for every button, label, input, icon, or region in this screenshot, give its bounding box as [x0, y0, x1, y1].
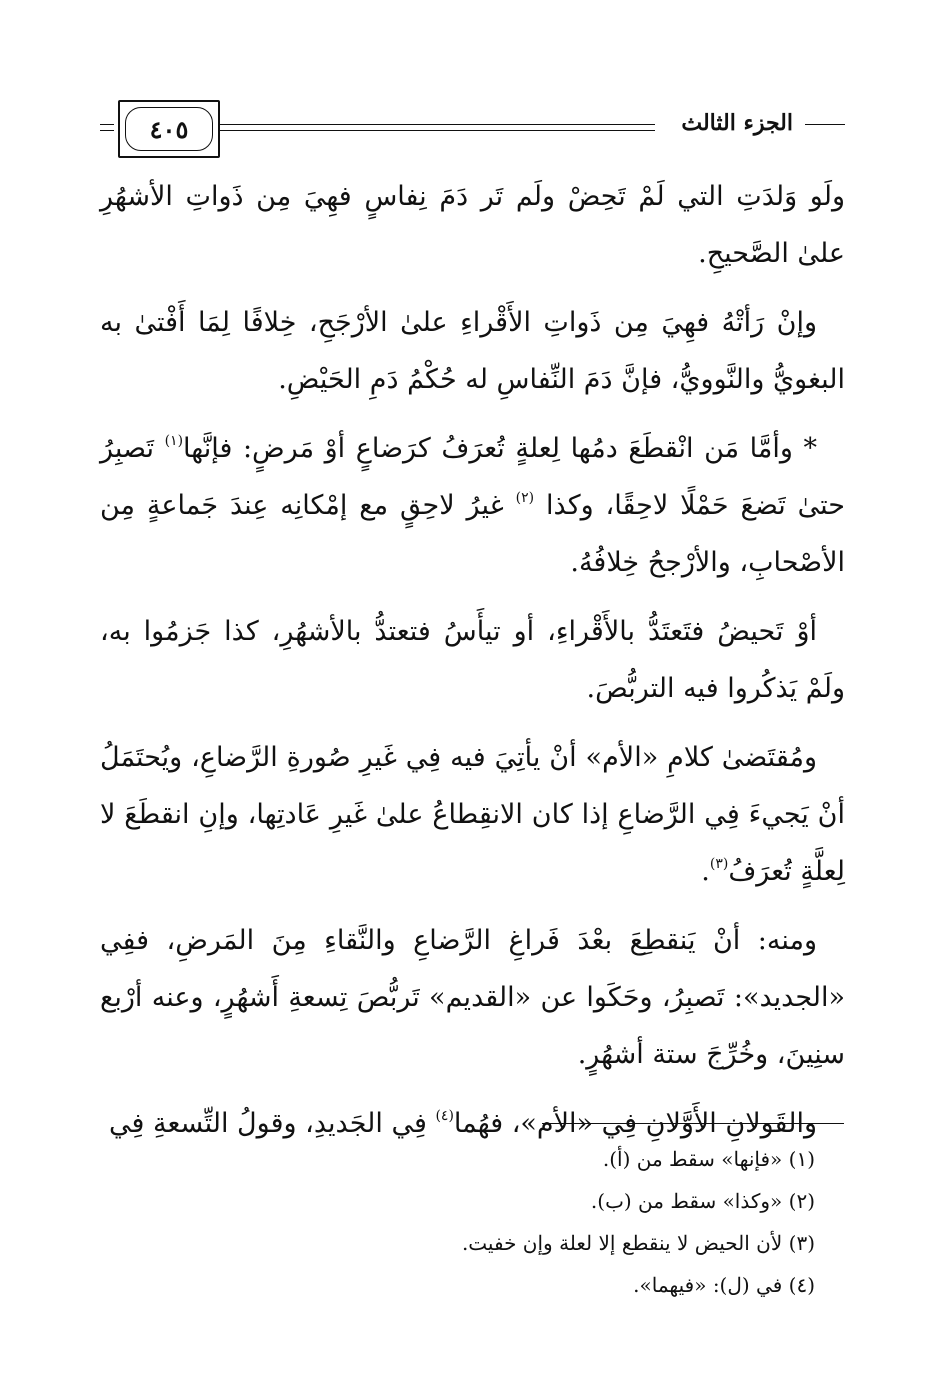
- footnote-4: (٤) في (ل): «فيهما».: [633, 1273, 815, 1297]
- paragraph-7-part-1: والقَولانِ الأَوَّلانِ فِي «الأم»، فهُما: [453, 1108, 817, 1139]
- paragraph-3-part-3: غيرُ لاحِقٍ مع إمْكانِه عِندَ جَماعةٍ مِن الأصْحابِ، والأرْجحُ خِلافُهُ.: [100, 490, 845, 578]
- paragraph-3: [100, 420, 845, 591]
- paragraph-5: [100, 729, 845, 900]
- paragraph-1: ولَو وَلدَتِ التي لَمْ تَحِضْ ولَم تَر دَمَ نِفاسٍ فهِيَ مِن ذَواتِ الأشهُرِ علىٰ الصَّحيحِ.: [100, 181, 845, 269]
- header-rule-middle-thin: [220, 130, 655, 131]
- footnote-3: (٣) لأن الحيض لا ينقطع إلا لعلة وإن خفيت.: [461, 1231, 815, 1255]
- header-rule-left-thin: [100, 130, 114, 131]
- footnote-1: (١) «فإنها» سقط من (أ).: [602, 1147, 815, 1171]
- footnote-ref-1[interactable]: (١): [164, 433, 184, 449]
- header-rule-middle: [220, 124, 655, 125]
- paragraph-3-part-1: * وأمَّا مَن انْقطَعَ دمُها لِعلةٍ تُعرَفُ كرَضاعٍ أوْ مَرضٍ: فإنَّها: [183, 433, 817, 464]
- footnote-ref-3[interactable]: (٣): [709, 856, 729, 872]
- paragraph-7-part-2: فِي الجَديدِ، وقولُ التِّسعةِ فِي: [109, 1108, 427, 1139]
- footnote-ref-4[interactable]: (٤): [435, 1108, 454, 1124]
- paragraph-4: أوْ تَحيضُ فتَعتَدُّ بالأَقْراءِ، أو تيأَسُ فتعتدُّ بالأشهُرِ، كذا جَزمُوا به، ولَمْ يَذكُروا فيه التربُّصَ.: [100, 616, 845, 704]
- paragraph-5-end: .: [701, 856, 710, 887]
- header-rule-left: [100, 124, 114, 125]
- footnote-ref-2[interactable]: (٢): [515, 490, 535, 506]
- page-number-frame: [118, 100, 220, 158]
- page-number: ٤٠٥: [125, 107, 213, 151]
- running-head: الجزء الثالث: [681, 110, 793, 136]
- footnote-2: (٢) «وكذا» سقط من (ب).: [590, 1189, 815, 1213]
- paragraph-5-part-1: ومُقتَضىٰ كلامِ «الأم» أنْ يأتِيَ فيه فِي غَيرِ صُورةِ الرَّضاعِ، ويُحتَمَلُ أنْ يَجيءَ فِي الرَّضاعِ إذا كان الانقِطاعُ علىٰ غَيرِ عَادتِها، وإنِ انقطَعَ لا لِعلَّةٍ تُعرَفُ: [100, 742, 845, 887]
- main-text: [100, 168, 845, 1164]
- paragraph-6: ومنه: أنْ يَنقطِعَ بعْدَ فَراغِ الرَّضاعِ والنَّقاءِ مِنَ المَرضِ، ففِي «الجديد»: تَصبِرُ، وحَكَوا عن «القديم» تَربُّصَ تِسعةِ أَشهُرٍ، وعنه أرْبع سنِينَ، وخُرِّجَ ستة أشهُرٍ.: [100, 925, 845, 1070]
- page-header: [100, 100, 845, 160]
- footnotes: [255, 1138, 815, 1306]
- header-rule-right: [805, 124, 845, 125]
- paragraph-2: وإنْ رَأتْهُ فهِيَ مِن ذَواتِ الأَقْراءِ علىٰ الأرْجَحِ، خِلافًا لِمَا أَفْتىٰ به البغويُّ والنَّوويُّ، فإنَّ دَمَ النِّفاسِ له حُكْمُ دَمِ الحَيْضِ.: [100, 307, 845, 395]
- footnote-separator: [542, 1123, 844, 1124]
- paragraph-3-part-2: تَصبِرُ حتىٰ تَضعَ حَمْلًا لاحِقًا، وكذا: [100, 433, 846, 521]
